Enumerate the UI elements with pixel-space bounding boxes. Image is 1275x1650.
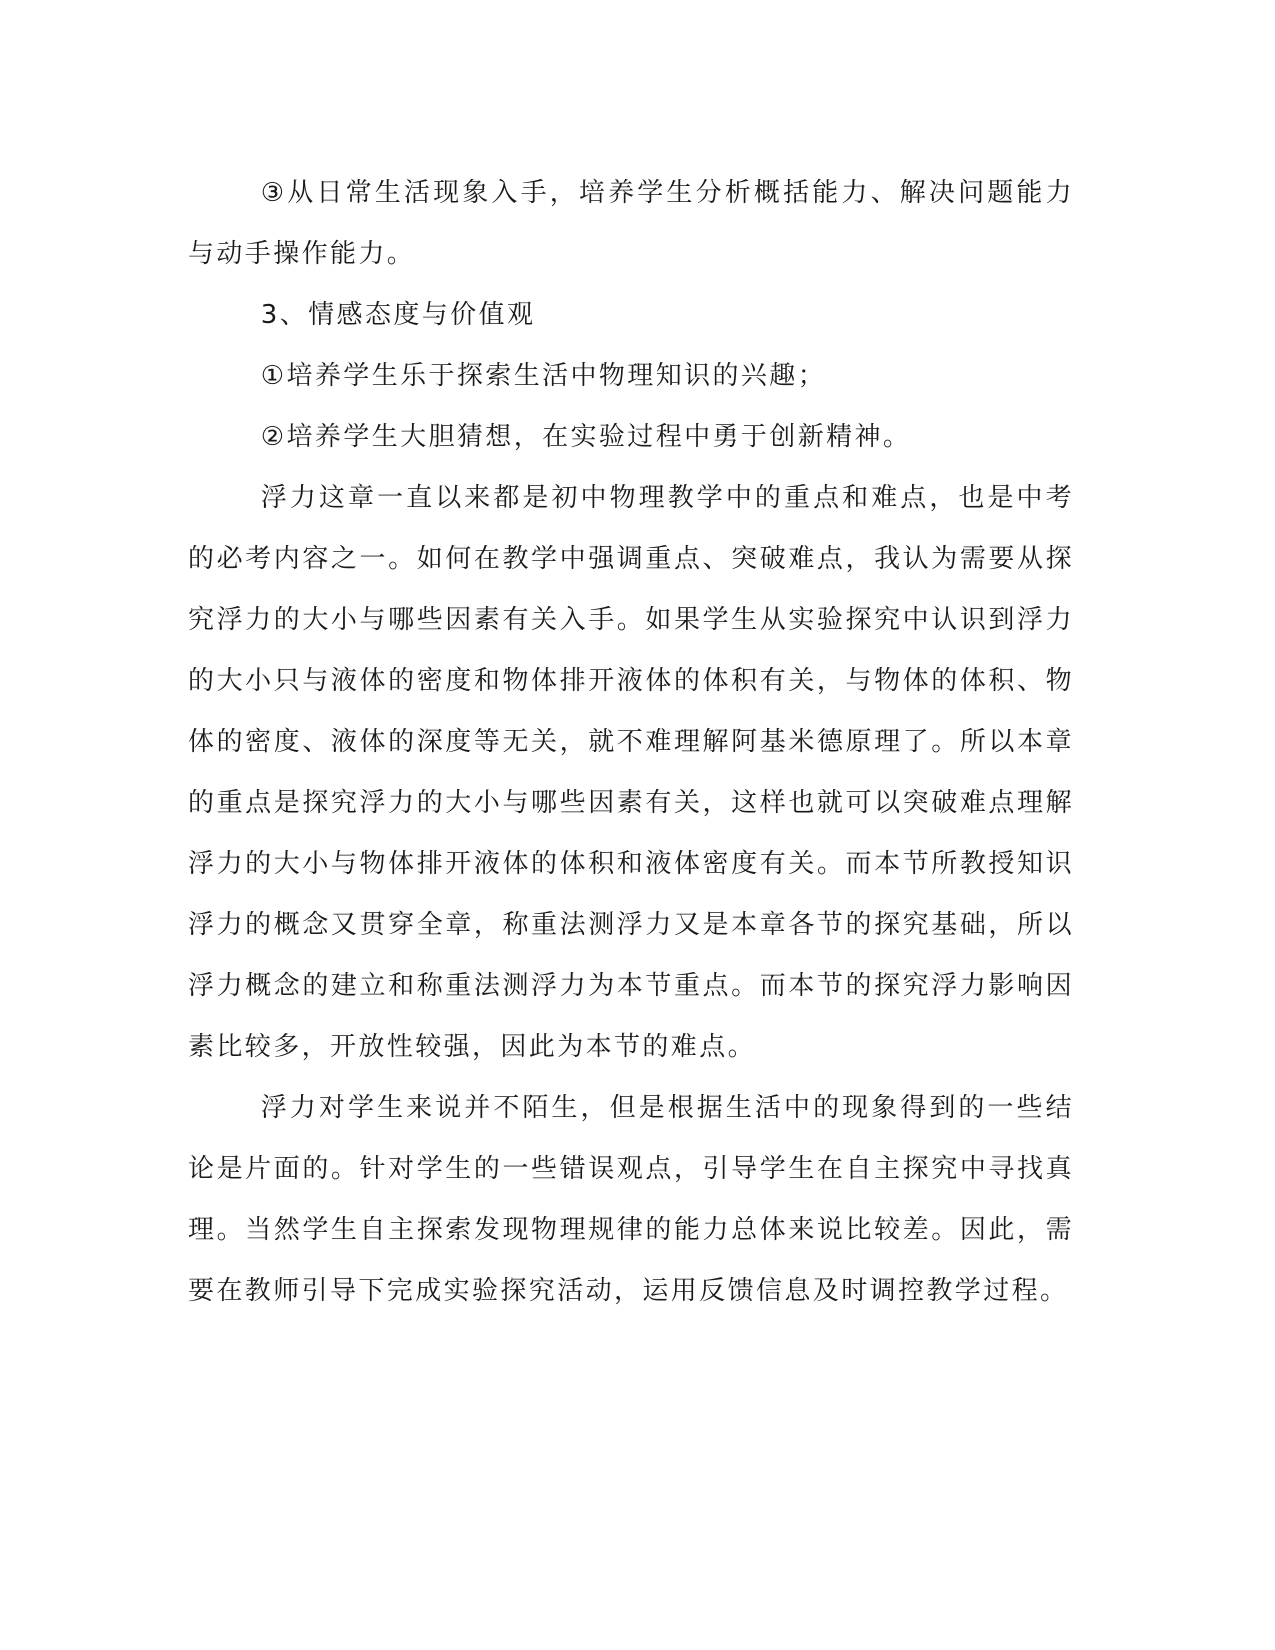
- document-body: [188, 163, 1074, 1322]
- paragraph-key-difficult-points: 浮力这章一直以来都是初中物理教学中的重点和难点，也是中考的必考内容之一。如何在教学中强调重点、突破难点，我认为需要从探究浮力的大小与哪些因素有关入手。如果学生从实验探究中认识到浮力的大小只与液体的密度和物体排开液体的体积有关，与物体的体积、物体的密度、液体的深度等无关，就不难理解阿基米德原理了。所以本章的重点是探究浮力的大小与哪些因素有关，这样也就可以突破难点理解浮力的大小与物体排开液体的体积和液体密度有关。而本节所教授知识浮力的概念又贯穿全章，称重法测浮力又是本章各节的探究基础，所以浮力概念的建立和称重法测浮力为本节重点。而本节的探究浮力影响因素比较多，开放性较强，因此为本节的难点。: [188, 483, 1074, 1062]
- paragraph-objective-3: ③从日常生活现象入手，培养学生分析概括能力、解决问题能力与动手操作能力。: [188, 178, 1074, 269]
- paragraph-emotion-1: ①培养学生乐于探索生活中物理知识的兴趣；: [260, 361, 827, 391]
- section-heading-emotion-values: 3、情感态度与价值观: [260, 300, 536, 330]
- paragraph-student-analysis: 浮力对学生来说并不陌生，但是根据生活中的现象得到的一些结论是片面的。针对学生的一些错误观点，引导学生在自主探究中寻找真理。当然学生自主探索发现物理规律的能力总体来说比较差。因此，需要在教师引导下完成实验探究活动，运用反馈信息及时调控教学过程。: [188, 1093, 1074, 1306]
- paragraph-emotion-2: ②培养学生大胆猜想，在实验过程中勇于创新精神。: [260, 422, 912, 452]
